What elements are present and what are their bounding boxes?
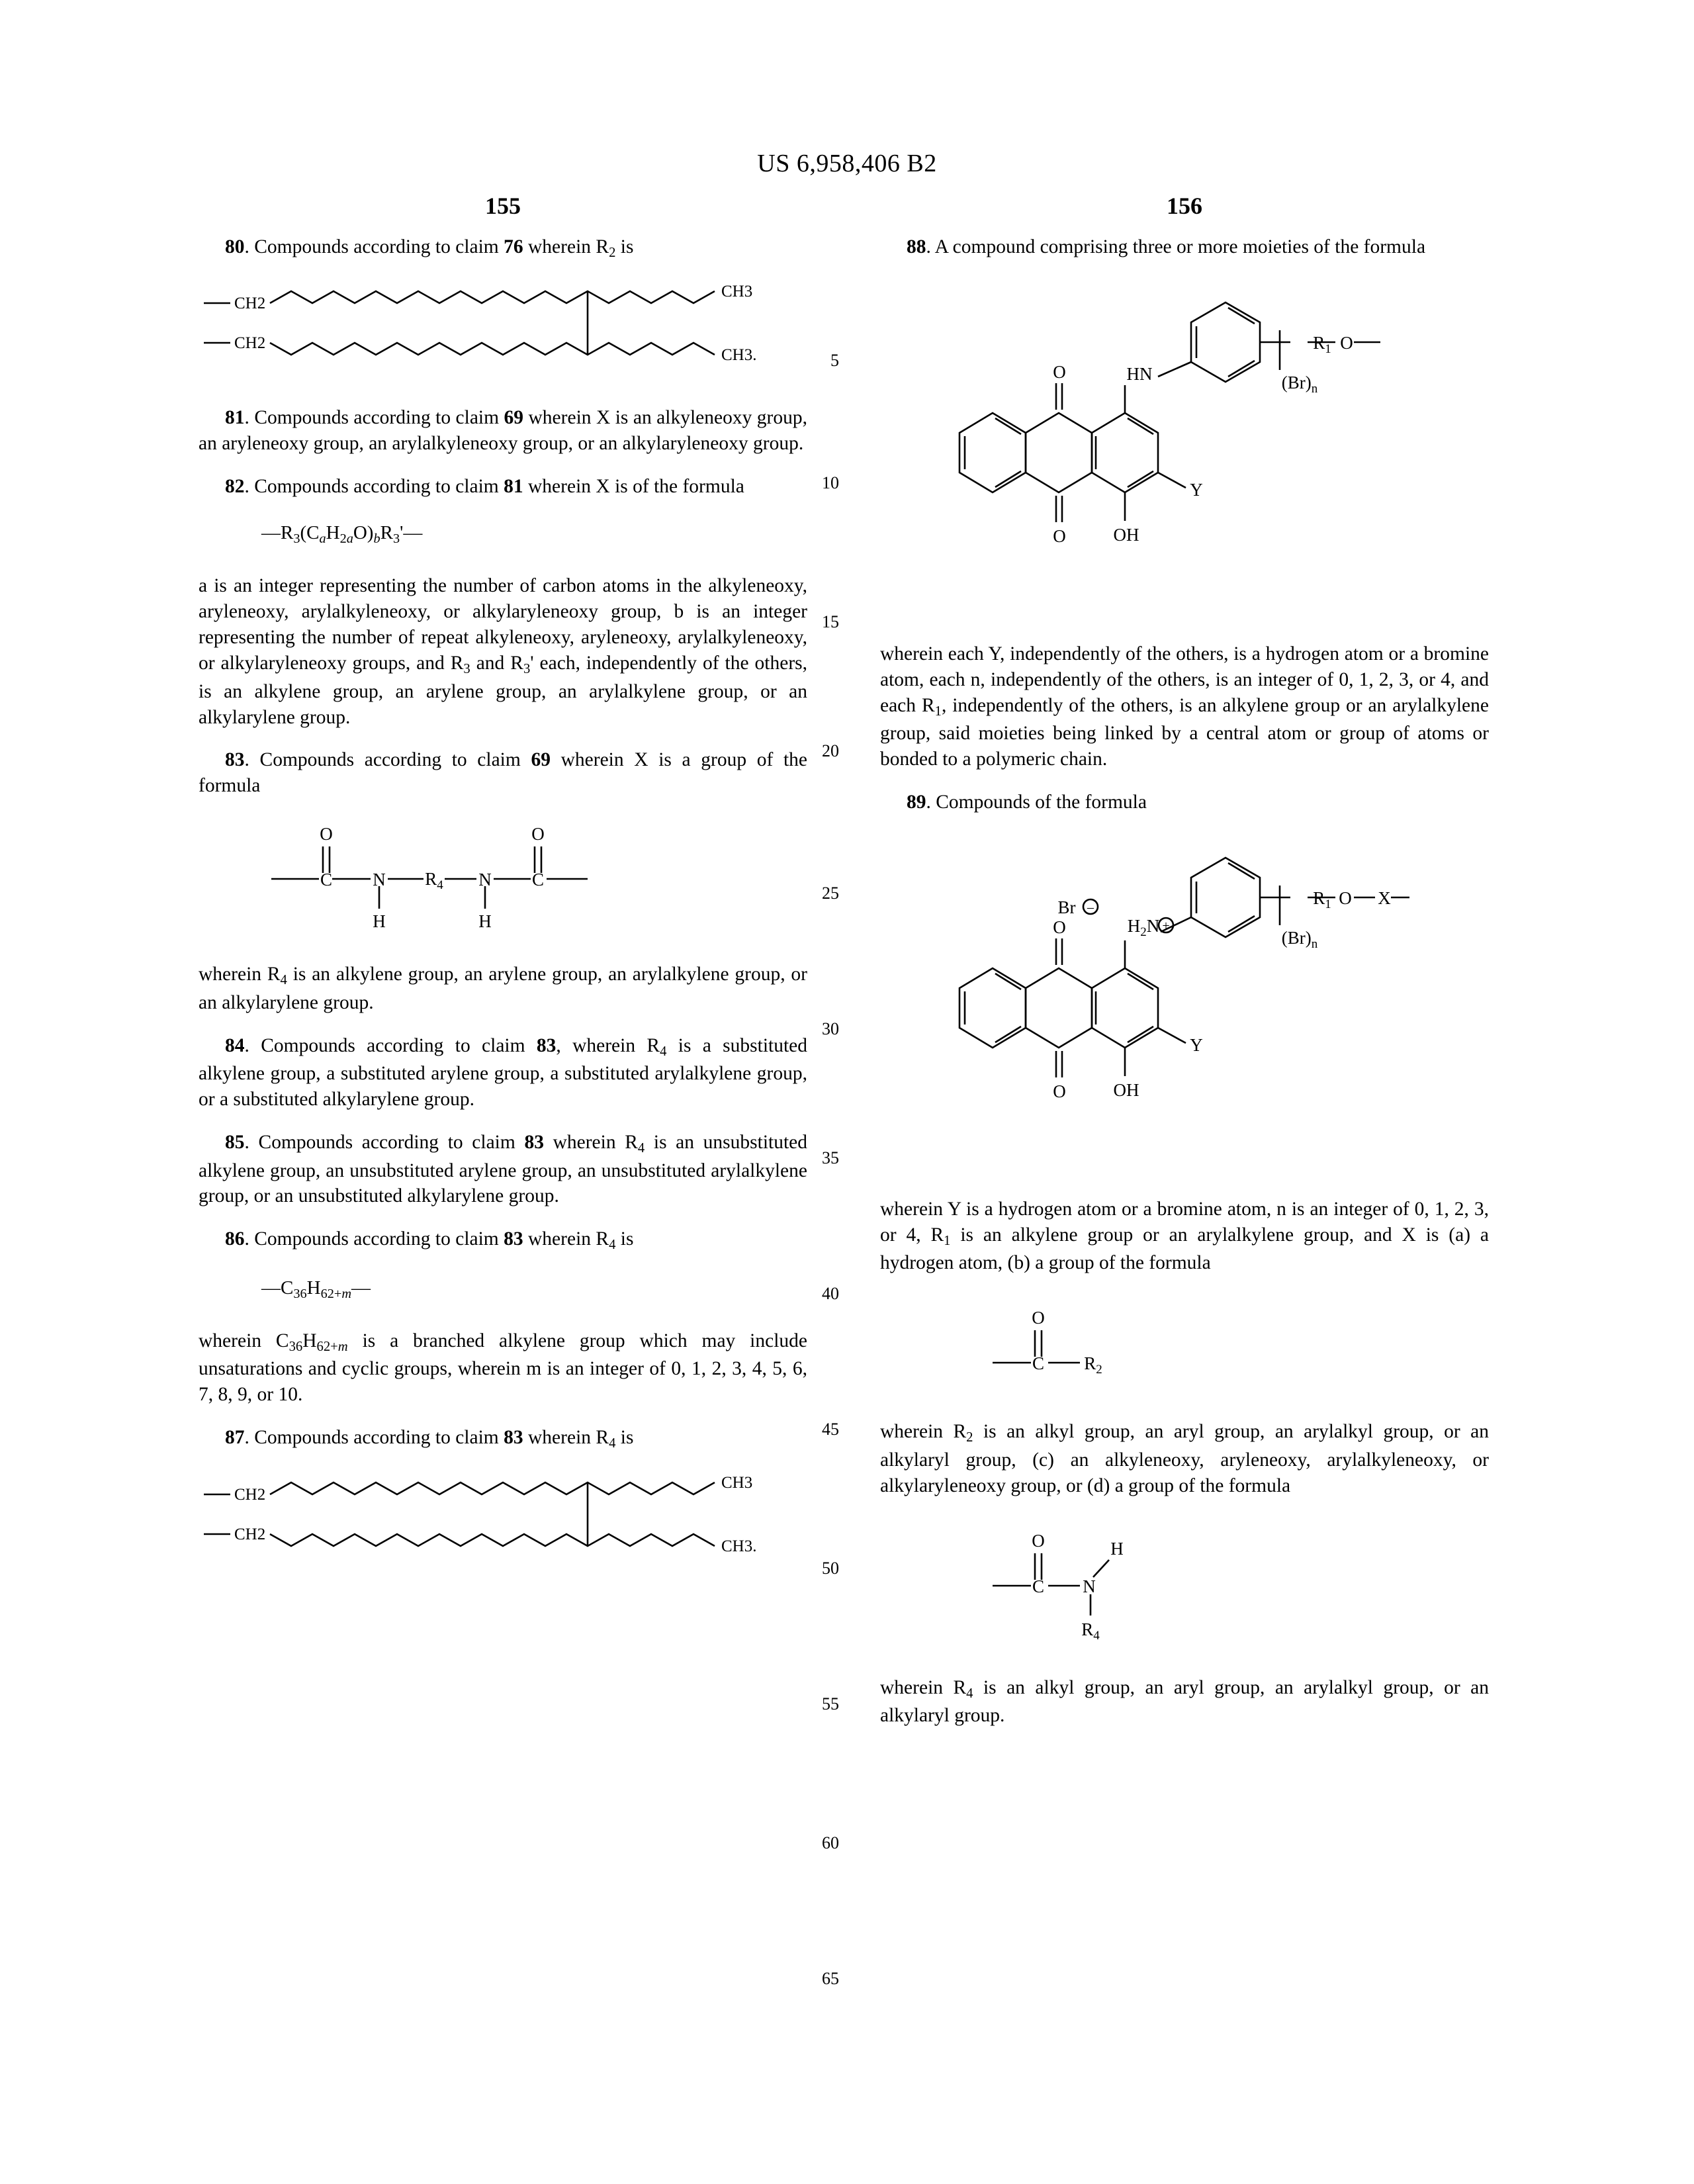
claim-80-number: 80 bbox=[225, 236, 245, 257]
claim-85-number: 85 bbox=[225, 1132, 245, 1154]
label-r1: $R_1$ bbox=[1313, 888, 1331, 912]
claim-89-body-3: wherein $R_4$ is an alkyl group, an aryl group, an arylalkyl group, or an alkylaryl group. bbox=[880, 1676, 1489, 1727]
label-oh: OH bbox=[1113, 524, 1139, 545]
label-r4: $R_4$ bbox=[1081, 1619, 1100, 1643]
label-h: H bbox=[1110, 1538, 1124, 1559]
label-n-right: N bbox=[478, 870, 492, 890]
claim-84-number: 84 bbox=[225, 1034, 245, 1056]
line-number: 65 bbox=[822, 1969, 839, 1988]
label-o-bottom: O bbox=[1053, 525, 1066, 546]
line-number: 5 bbox=[830, 351, 839, 370]
label-ch3-top: CH3 bbox=[721, 283, 753, 301]
claim-86-body: wherein $C_{36}H_{62+m}$ is a branched alkylene group which may include unsaturations and cyclic groups, wherein m is an integer of 0, 1, 2, 3, 4, 5, 6, 7, 8, 9, or 10. bbox=[199, 1330, 807, 1406]
claim-87: 87. Compounds according to claim 83 wherein $R_4$ is bbox=[225, 1427, 634, 1451]
label-o: O bbox=[1032, 1308, 1045, 1328]
structure-claim-88 bbox=[880, 277, 1489, 621]
label-o-top: O bbox=[1053, 361, 1066, 382]
claim-80 bbox=[199, 234, 807, 262]
claim-89-body-2: wherein $R_2$ is an alkyl group, an aryl group, an arylalkyl group, or an alkylaryl group, (c) an alkyleneoxy, aryleneoxy, arylalkyleneoxy, or alkylaryleneoxy group, or (d) a group of the formula bbox=[880, 1421, 1489, 1496]
label-ch2-top: CH2 bbox=[234, 1485, 266, 1504]
line-number: 50 bbox=[822, 1559, 839, 1578]
claim-83: 83. Compounds according to claim 69 wherein X is a group of the formula bbox=[199, 749, 807, 797]
claim-86-number: 86 bbox=[225, 1228, 245, 1250]
label-o-left: O bbox=[320, 824, 333, 844]
column-number-right: 156 bbox=[1167, 193, 1202, 219]
claim-81-number: 81 bbox=[225, 407, 245, 429]
label-ch3-bottom: CH3. bbox=[721, 1537, 757, 1555]
label-y: Y bbox=[1190, 1035, 1203, 1056]
claim-87-number: 87 bbox=[225, 1427, 245, 1449]
claim-82-number: 82 bbox=[225, 476, 245, 498]
label-r4: $R_4$ bbox=[425, 869, 443, 893]
line-number: 40 bbox=[822, 1284, 839, 1303]
label-x: X bbox=[1378, 888, 1391, 909]
left-column bbox=[199, 192, 807, 1746]
structure-claim-80 bbox=[199, 279, 807, 385]
label-o-link: O bbox=[1339, 888, 1352, 909]
structure-claim-89d bbox=[880, 1516, 1489, 1655]
formula-claim-86: $—C_{36}H_{62+m}—$ bbox=[261, 1277, 371, 1301]
structure-claim-89 bbox=[880, 833, 1489, 1177]
formula-claim-82: $—R_3(C_aH_{2a}O)_bR_3'—$ bbox=[261, 522, 423, 547]
structure-claim-87 bbox=[199, 1471, 807, 1576]
label-ch2-bottom: CH2 bbox=[234, 334, 266, 353]
line-number: 15 bbox=[822, 612, 839, 631]
label-brn: $(Br)_n$ bbox=[1281, 372, 1318, 396]
label-hn: HN bbox=[1126, 363, 1153, 384]
claim-89-number: 89 bbox=[907, 792, 926, 813]
label-h-left: H bbox=[373, 911, 386, 932]
label-o-bottom: O bbox=[1053, 1081, 1066, 1102]
label-br-anion: Br bbox=[1057, 897, 1076, 918]
column-number-left: 155 bbox=[485, 193, 521, 219]
label-ch2-top: CH2 bbox=[234, 295, 266, 313]
label-n-left: N bbox=[373, 870, 386, 890]
right-column bbox=[880, 192, 1489, 1746]
claim-82: 82. Compounds according to claim 81 wherein X is of the formula bbox=[225, 476, 744, 498]
label-c-right: C bbox=[531, 870, 545, 890]
label-y: Y bbox=[1190, 479, 1203, 500]
claim-82-body: a is an integer representing the number of carbon atoms in the alkyleneoxy, aryleneoxy, arylalkyleneoxy, or alkylaryleneoxy group, b is an integer representing the number of repeat alkyleneoxy, aryleneoxy, arylalkyleneoxy, or alkylaryleneoxy groups, and $R_3$ and $R_3'$ each, independently of the others, is an alkylene group, an arylene group, an arylalkylene group, or an alkylarylene group. bbox=[199, 575, 807, 728]
label-n: N bbox=[1083, 1576, 1096, 1596]
claim-89: 89. Compounds of the formula bbox=[907, 792, 1147, 813]
patent-number: US 6,958,406 B2 bbox=[757, 150, 937, 177]
label-o-link: O bbox=[1340, 332, 1353, 353]
label-r1: $R_1$ bbox=[1313, 332, 1331, 356]
label-c: C bbox=[1032, 1576, 1045, 1596]
line-number: 55 bbox=[822, 1694, 839, 1713]
label-ch2-bottom: CH2 bbox=[234, 1525, 266, 1543]
label-c: C bbox=[1032, 1353, 1045, 1374]
label-brn: $(Br)_n$ bbox=[1281, 928, 1318, 952]
line-number: 25 bbox=[822, 884, 839, 903]
two-column-body bbox=[199, 192, 1515, 1746]
label-plus-charge: + bbox=[1162, 919, 1170, 934]
claim-88-body: wherein each Y, independently of the others, is a hydrogen atom or a bromine atom, each n, independently of the others, is an integer of 0, 1, 2, 3, or 4, and each $R_1$, independently of the others, is an alkylene group or an arylalkylene group, said moieties being linked by a central atom or group of atoms or bonded to a polymeric chain. bbox=[880, 643, 1489, 770]
label-h2n: $H_2N$ bbox=[1127, 916, 1160, 940]
label-oh: OH bbox=[1113, 1080, 1139, 1101]
claim-84: 84. Compounds according to claim 83, wherein $R_4$ is a substituted alkylene group, a substituted arylene group, a substituted arylalkylene group, or a substituted alkylarylene group. bbox=[199, 1034, 808, 1111]
label-r2: $R_2$ bbox=[1084, 1353, 1102, 1377]
line-number: 45 bbox=[822, 1420, 839, 1439]
claim-88: 88. A compound comprising three or more moieties of the formula bbox=[907, 236, 1426, 257]
claim-83-body: wherein $R_4$ is an alkylene group, an arylene group, an arylalkylene group, or an alkylarylene group. bbox=[199, 964, 807, 1013]
label-ch3-bottom: CH3. bbox=[721, 346, 757, 365]
claim-88-number: 88 bbox=[907, 236, 926, 257]
line-number: 20 bbox=[822, 741, 839, 760]
label-minus-charge: – bbox=[1087, 900, 1094, 915]
label-o-top: O bbox=[1053, 917, 1066, 938]
line-number: 60 bbox=[822, 1833, 839, 1852]
structure-claim-83 bbox=[199, 816, 807, 942]
label-c-left: C bbox=[320, 870, 333, 890]
line-number: 30 bbox=[822, 1019, 839, 1038]
label-ch3-top: CH3 bbox=[721, 1473, 753, 1492]
structure-claim-89b bbox=[880, 1293, 1489, 1399]
claim-83-number: 83 bbox=[225, 749, 245, 771]
line-number: 10 bbox=[822, 473, 839, 492]
claim-80-text: . Compounds according to claim 76 wherein $R_2$ is bbox=[244, 236, 634, 261]
label-o: O bbox=[1032, 1530, 1045, 1551]
claim-86: 86. Compounds according to claim 83 wherein $R_4$ is bbox=[225, 1228, 634, 1253]
claim-85: 85. Compounds according to claim 83 wherein $R_4$ is an unsubstituted alkylene group, an unsubstituted arylene group, an unsubstituted arylalkylene group, or an unsubstituted alkylarylene group. bbox=[199, 1132, 808, 1207]
label-o-right: O bbox=[531, 824, 545, 844]
label-h-right: H bbox=[478, 911, 492, 932]
claim-89-body-1: wherein Y is a hydrogen atom or a bromine atom, n is an integer of 0, 1, 2, 3, or 4, $R_1$ is an alkylene group or an arylalkylene group, and X is (a) a hydrogen atom, (b) a group of the formula bbox=[880, 1199, 1490, 1274]
claim-81: 81. Compounds according to claim 69 wherein X is an alkyleneoxy group, an aryleneoxy group, an arylalkyleneoxy group, or an alkylaryleneoxy group. bbox=[199, 407, 807, 455]
line-number: 35 bbox=[822, 1148, 839, 1167]
